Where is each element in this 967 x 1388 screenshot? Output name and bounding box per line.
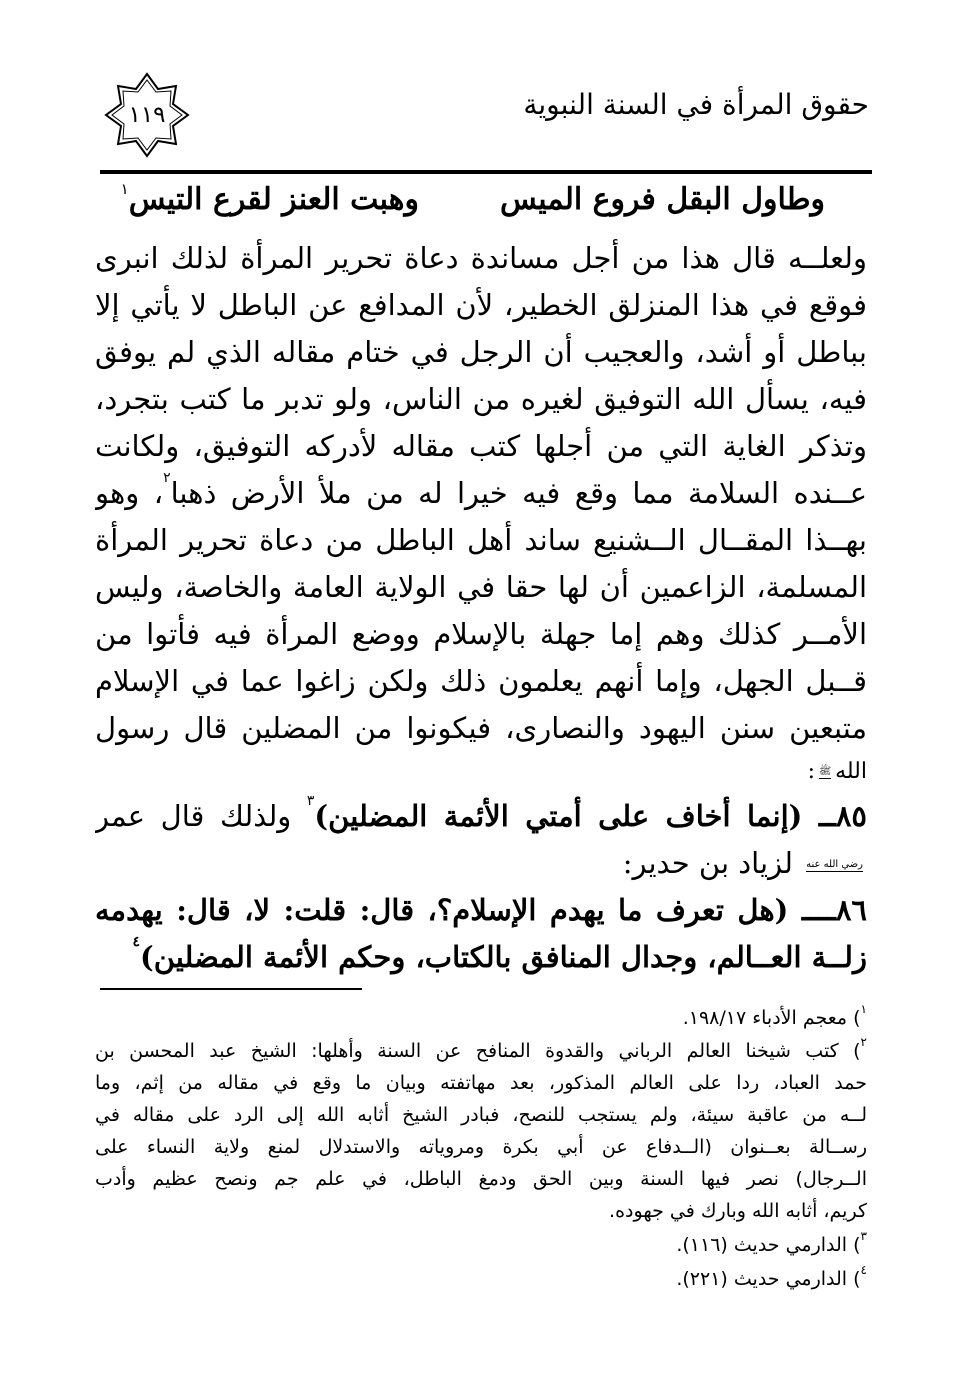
hadith-86-text: زلــة العــالم، وجدال المنافق بالكتاب، وحكم الأئمة المضلين) (139, 940, 867, 974)
footnote-text: ) الدارمي حديث (٢٢١). (676, 1268, 861, 1290)
footnote-ref-4: ٤ (132, 935, 140, 950)
footnote-4 (95, 1264, 867, 1295)
footnote-ref-3: ٣ (306, 794, 315, 809)
radiallahu-honorific: رضي الله عنه (806, 858, 863, 870)
footnote-number: ٢ (860, 1036, 867, 1049)
footnote-1 (95, 1003, 867, 1034)
verse-second-hemistich-text: وهبت العنز لقرع التيس (128, 182, 419, 217)
salawat-honorific: ﷺ (819, 765, 832, 777)
body-line-text: : (807, 759, 815, 784)
verse-second-hemistich (121, 182, 419, 217)
body-line: متبعين سنن اليهود والنصارى، فيكونوا من المضلين قال رسول (95, 711, 867, 745)
footnote-2-line: رســالة بعــنوان (الــدفاع عن أبي بكرة ومروياته والاستدلال لمنع ولاية النساء على (95, 1136, 867, 1158)
body-line: بباطل أو أشد، والعجيب أن الرجل في ختام مقاله الذي لم يوفق (95, 335, 867, 369)
running-header-title: حقوق المرأة في السنة النبوية (523, 88, 869, 121)
body-line: فوقع في هذا المنزلق الخطير، لأن المدافع عن الباطل لا يأتي إلا (95, 288, 867, 322)
footnote-2 (95, 1036, 867, 1067)
body-line: بهــذا المقــال الــشنيع ساند أهل الباطل من دعاة تحرير المرأة (95, 523, 867, 557)
hadith-86-line-1 (95, 888, 867, 932)
body-line-text: ، وهو (95, 476, 164, 510)
page-number-badge (104, 72, 190, 158)
footnote-2-line: كريم، أثابه الله وبارك في جهوده. (609, 1200, 867, 1222)
body-line: ولعلــه قال هذا من أجل مساندة دعاة تحرير المرأة لذلك انبرى (95, 241, 867, 275)
footnote-2-line: حمد العباد، ردا على العالم المذكور، بعد مهاتفته وبيان ما وقع في مقاله من إثم، وما (95, 1072, 867, 1094)
header-rule (100, 170, 872, 174)
body-line (95, 841, 867, 885)
footnote-number: ٤ (860, 1264, 867, 1277)
footnote-text: ) معجم الأدباء ١٩٨/١٧. (682, 1007, 861, 1029)
footnote-2-line: لــه من عاقبة سيئة، ولم يستجب للنصح، فبادر الشيخ أثابه الله إلى الرد على مقاله في (95, 1104, 867, 1126)
footnote-ref-2: ٢ (163, 471, 171, 486)
body-line: المسلمة، الزاعمين أن لها حقا في الولاية العامة والخاصة، وليس (95, 570, 867, 604)
poetry-verse (95, 182, 867, 234)
hadith-86-line-2 (95, 935, 867, 979)
footnote-3 (95, 1230, 867, 1261)
body-line (95, 750, 867, 794)
body-line-text: ولذلك قال عمر (95, 799, 292, 833)
body-line: فيه، يسأل الله التوفيق لغيره من الناس، ولو تدبر ما كتب بتجرد، (95, 382, 867, 416)
footnote-separator (100, 988, 362, 990)
hadith-86-text: (هل تعرف ما يهدم الإسلام؟، قال: قلت: لا، قال: يهدمه (95, 893, 789, 927)
hadith-85-text: (إنما أخاف على أمتي الأئمة المضلين) (314, 799, 803, 833)
footnote-number: ١ (860, 1003, 867, 1016)
footnote-2-line: الــرجال) نصر فيها السنة وبين الحق ودمغ الباطل، في علم جم ونصح عظيم وأدب (95, 1168, 867, 1190)
hadith-85-line (95, 794, 867, 838)
verse-first-hemistich: وطاول البقل فروع الميس (500, 182, 825, 217)
body-line: وتذكر الغاية التي من أجلها كتب مقاله لأدركه التوفيق، ولكانت (95, 429, 867, 463)
hadith-number-85: ٨٥ــ (818, 799, 867, 833)
footnote-ref-1: ١ (120, 180, 129, 198)
body-line: قــبل الجهل، وإما أنهم يعلمون ذلك ولكن زاغوا عما في الإسلام (95, 664, 867, 698)
footnote-text: ) الدارمي حديث (١١٦). (676, 1234, 861, 1256)
body-line-text: عــنده السلامة مما وقع فيه خيرا له من ملأ الأرض ذهبا (170, 476, 867, 510)
body-line-text: الله (835, 759, 867, 784)
body-line (95, 471, 867, 515)
body-line-text: لزياد بن حدير: (622, 846, 793, 880)
footnote-text: ) كتب شيخنا العالم الرباني والقدوة المنافح عن السنة وأهلها: الشيخ عبد المحسن بن (95, 1040, 861, 1062)
hadith-number-86: ٨٦ــــ (801, 893, 867, 927)
footnote-number: ٣ (860, 1230, 867, 1243)
page-number: ١١٩ (128, 102, 166, 128)
body-line: الأمــر كذلك وهم إما جهلة بالإسلام ووضع المرأة فيه فأتوا من (95, 617, 867, 651)
